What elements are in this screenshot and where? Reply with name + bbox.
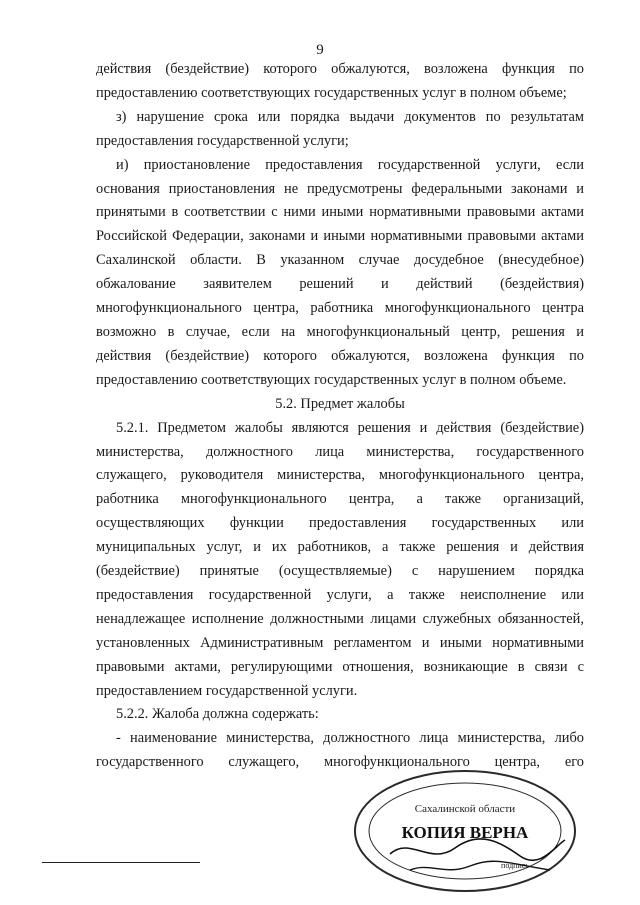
signature-mark-2 — [410, 861, 550, 870]
text-line: 5.2.1. Предметом жалобы являются решения и действия (бездействие) — [116, 419, 584, 436]
text-line: осуществляющих функции предоставления государственных или — [96, 515, 584, 532]
text-line: многофункционального центра, работника многофункционального центра — [96, 300, 584, 317]
text-line: предоставлением государственной услуги. — [96, 682, 358, 699]
text-line: основания приостановления не предусмотрены федеральными законами и — [96, 180, 584, 197]
text-line: служащего, руководителя министерства, многофункционального центра, — [96, 467, 584, 484]
page-number: 9 — [316, 42, 324, 58]
text-line: принятыми в соответствии с ними иными нормативными правовыми актами — [96, 204, 584, 221]
text-line: муниципальных услуг, и их работников, а также решения и действия — [96, 539, 584, 556]
text-line: ненадлежащее исполнение должностными лицами служебных обязанностей, — [96, 610, 584, 627]
text-line: возможно в случае, если на многофункциональный центр, решения и — [96, 323, 584, 340]
text-line: предоставлению соответствующих государственных услуг в полном объеме; — [96, 84, 567, 101]
stamp-header: Сахалинской области — [414, 803, 516, 815]
text-line: государственного служащего, многофункционального центра, его — [96, 754, 584, 771]
body-text — [96, 58, 584, 775]
stamp-footer: подпись — [501, 861, 529, 870]
text-line: Сахалинской области. В указанном случае досудебное (внесудебное) — [96, 252, 584, 269]
stamp-title: КОПИЯ ВЕРНА — [401, 823, 529, 842]
text-line: обжалование заявителем решений и действий (бездействия) — [96, 276, 584, 293]
text-line: и) приостановление предоставления государственной услуги, если — [116, 156, 584, 173]
signature-mark — [390, 839, 565, 860]
text-line: з) нарушение срока или порядка выдачи документов по результатам — [116, 108, 584, 125]
section-heading: 5.2. Предмет жалобы — [275, 395, 405, 412]
text-line: предоставления государственной услуги; — [96, 132, 349, 149]
text-line: действия (бездействие) которого обжалуются, возложена функция по — [96, 347, 584, 364]
footer-rule — [42, 862, 200, 863]
text-line: установленных Административным регламентом и иными нормативными — [96, 634, 584, 651]
text-line: Российской Федерации, законами и иными нормативными правовыми актами — [96, 228, 584, 245]
certification-stamp — [350, 766, 580, 896]
text-line: - наименование министерства, должностного лица министерства, либо — [116, 730, 584, 747]
text-line: 5.2.2. Жалоба должна содержать: — [116, 706, 319, 723]
text-line: работника многофункционального центра, а также организаций, — [96, 491, 584, 508]
text-line: предоставлению соответствующих государственных услуг в полном объеме. — [96, 371, 567, 388]
text-line: правовыми актами, регулирующими отношения, возникающие в связи с — [96, 658, 584, 675]
text-line: предоставления государственной услуги, а также неисполнение или — [96, 586, 584, 603]
text-line: (бездействие) принятые (осуществляемые) с нарушением порядка — [96, 563, 584, 580]
text-line: министерства, должностного лица министерства, государственного — [96, 443, 584, 460]
text-line: действия (бездействие) которого обжалуются, возложена функция по — [96, 61, 584, 77]
